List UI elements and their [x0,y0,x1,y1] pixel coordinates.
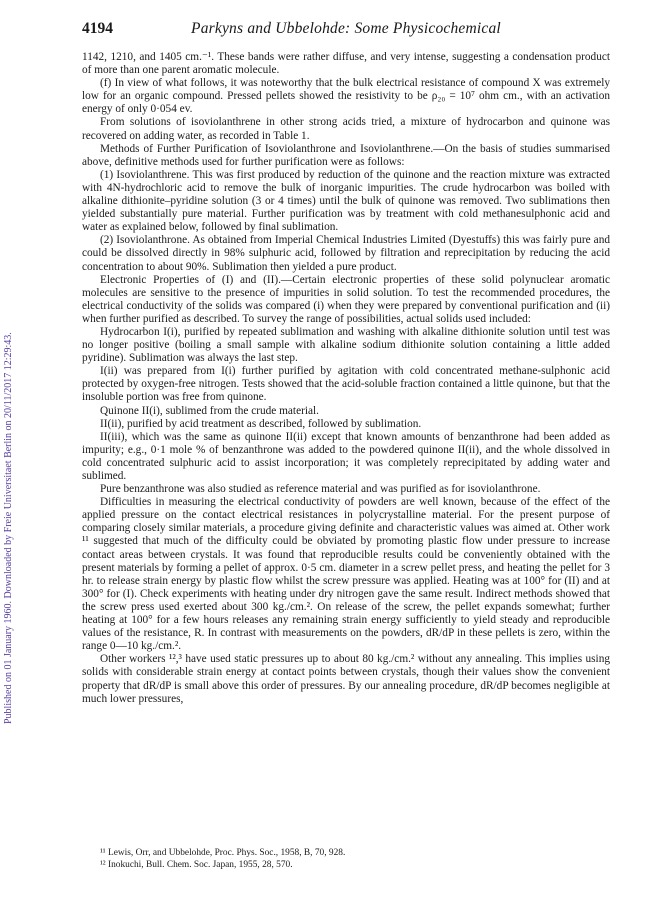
paragraph: (1) Isoviolanthrene. This was first produced by reduction of the quinone and the reaction mixture was extracted with 4N-hydrochloric acid to remove the bulk of inorganic impurities. The crude hydrocarbon was boiled with alkaline dithionite–pyridine solution (3 or 4 times) until the bulk of quinone was removed. Two sublimations then yielded substantially pure material. Further purification was by treatment with cold methanesulphonic acid and water as explained below, followed by final sublimation. [82,168,610,234]
footnote: ¹¹ Lewis, Orr, and Ubbelohde, Proc. Phys. Soc., 1958, B, 70, 928. [100,848,346,858]
footnotes [82,848,610,871]
paragraph: Hydrocarbon I(i), purified by repeated sublimation and washing with alkaline dithionite solution until test was no longer positive (boiling a small sample with alkaline sodium dithionite solution containing a little added pyridine). Sublimation was always the last step. [82,325,610,365]
page-number: 4194 [82,20,113,37]
paragraph: (2) Isoviolanthrone. As obtained from Imperial Chemical Industries Limited (Dyestuffs) this was fairly pure and could be dissolved directly in 98% sulphuric acid, followed by filtration and reprecipitation by reducing the acid concentration to about 90%. Sublimation then yielded a pure product. [82,234,610,273]
paragraph: I(ii) was prepared from I(i) further purified by agitation with cold concentrated methane-sulphonic acid protected by oxygen-free nitrogen. Tests showed that the acid-soluble fraction contained a little quinone, but that the insoluble portion was free from quinone. [82,365,610,404]
paragraph: II(ii), purified by acid treatment as described, followed by sublimation. [100,417,422,430]
paragraph: Difficulties in measuring the electrical conductivity of powders are well known, because of the effect of the applied pressure on the contact electrical resistances in polycrystalline material. For the present purpose of comparing closely similar materials, a procedure giving definite and characteristic values was aimed at. Other work ¹¹ suggested that much of the difficulty could be obviated by promoting plastic flow under pressure to increase contact areas between crystals. It was found that reproducible results could be conveniently obtained with the present materials by forming a pellet of approx. 0·5 cm. diameter in a screw pellet press, and heating the pellet for 3 hr. to release strain energy by plastic flow whilst the screw pressure was applied. Heating was at 100° for (II) and at 300° for (I). Check experiments with heating under dry nitrogen gave the same result. Indirect methods showed that the screw press used exerted about 300 kg./cm.². On release of the screw, the pellet expands somewhat; further heating at 100° for a few hours releases any remaining strain energy sufficiently to yield steady and reproducible values of the resistance, R. In contrast with measurements on the powders, dR/dP in these pellets is zero, within the range 0—10 kg./cm.². [82,496,610,653]
paragraph: (f) In view of what follows, it was noteworthy that the bulk electrical resistance of compound X was extremely low for an organic compound. Pressed pellets showed the resistivity to be ρ₂₀ = 10⁷ ohm cm., with an activation energy of only 0·054 ev. [82,77,610,116]
publication-watermark[interactable]: Published on 01 January 1960. Downloaded by Freie Universitaet Berlin on 20/11/2017 12:29:43. [3,332,14,724]
page-header [82,20,610,44]
paragraph: Methods of Further Purification of Isoviolanthrone and Isoviolanthrene.—On the basis of studies summarised above, definitive methods used for further purification were as follows: [82,142,610,168]
paragraph: Electronic Properties of (I) and (II).—Certain electronic properties of these solid polynuclear aromatic molecules are sensitive to the presence of impurities in solid solution. To test the recommended procedures, the electrical conductivity of the solids was compared (i) when they were prepared by conventional purification and (ii) when further purified as described. To survey the range of possibilities, actual solids used included: [82,273,610,325]
paragraph: From solutions of isoviolanthrene in other strong acids tried, a mixture of hydrocarbon and quinone was recovered on adding water, as recorded in Table 1. [82,116,610,142]
running-title: Parkyns and Ubbelohde: Some Physicochemical [191,20,501,37]
paragraph: II(iii), which was the same as quinone II(ii) except that known amounts of benzanthrone had been added as impurity; e.g., 0·1 mole % of benzanthrone was added to the powdered quinone II(ii), and the whole dissolved in cold concentrated sulphuric acid to assist incorporation; it was completely reprecipitated by adding water and sublimed. [82,430,610,482]
paragraph: Quinone II(i), sublimed from the crude material. [100,404,319,417]
body-text [82,51,610,706]
paragraph: 1142, 1210, and 1405 cm.⁻¹. These bands were rather diffuse, and very intense, suggesting a condensation product of more than one parent aromatic molecule. [82,51,610,77]
paragraph: Pure benzanthrone was also studied as reference material and was purified as for isoviolanthrone. [100,483,541,496]
footnote: ¹² Inokuchi, Bull. Chem. Soc. Japan, 1955, 28, 570. [100,859,293,870]
paragraph: Other workers ¹²,³ have used static pressures up to about 80 kg./cm.² without any annealing. This implies using solids with considerable strain energy at contact points between crystals, though their values show the convenient property that dR/dP is small above this order of pressures. By our annealing procedure, dR/dP becomes negligible at much lower pressures, [82,653,610,705]
